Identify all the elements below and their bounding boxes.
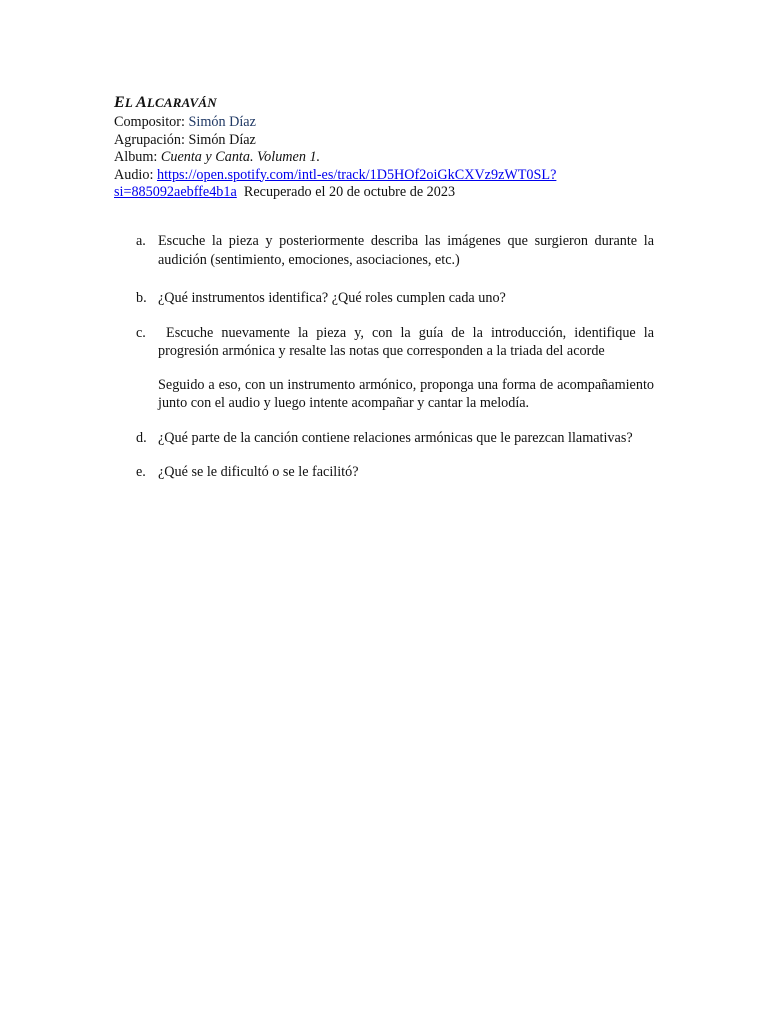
composer-line (114, 114, 654, 132)
group-label: Agrupación: (114, 131, 189, 148)
question-item (114, 324, 654, 413)
document-title (114, 94, 654, 112)
retrieved-date: Recuperado el 20 de octubre de 2023 (243, 184, 456, 200)
album-value: Cuenta y Canta. Volumen 1. (160, 149, 321, 165)
title-initial: E (114, 94, 125, 111)
group-value: Simón Díaz (188, 131, 256, 148)
question-text-part2: Seguido a eso, con un instrumento armónico, proponga una forma de acompañamiento junto con el audio y luego intente acompañar y cantar la melodía. (158, 376, 654, 411)
question-marker: a. (136, 233, 146, 249)
question-marker: c. (136, 324, 146, 341)
question-text: Escuche la pieza y posteriormente describa las imágenes que surgieron durante la audición (sentimiento, emociones, asociaciones, etc.) (158, 233, 654, 268)
question-text: ¿Qué parte de la canción contiene relaciones armónicas que le parezcan llamativas? (158, 429, 633, 446)
question-marker: d. (136, 429, 147, 446)
audio-link-line1[interactable]: https://open.spotify.com/intl-es/track/1D5HOf2oiGkCXVz9zWT0SL? (156, 166, 557, 183)
album-label: Album: (114, 149, 161, 165)
group-line (114, 132, 654, 150)
document-content (114, 94, 654, 480)
title-initial-2: A (135, 94, 147, 111)
question-item (114, 463, 654, 482)
audio-line-2 (114, 184, 654, 202)
question-marker: b. (136, 290, 147, 306)
question-list (114, 232, 654, 482)
composer-label: Compositor: (114, 114, 189, 130)
audio-line (114, 167, 654, 185)
album-line (114, 149, 654, 167)
title-rest-first: L (124, 95, 136, 110)
audio-link-line2[interactable]: si=885092aebffe4b1a (114, 184, 237, 200)
question-text (158, 324, 654, 361)
question-item (114, 289, 654, 308)
question-marker: e. (136, 464, 146, 480)
audio-label: Audio: (114, 166, 157, 183)
question-text: ¿Qué instrumentos identifica? ¿Qué roles cumplen cada uno? (158, 290, 506, 306)
question-item (114, 232, 654, 269)
title-rest-second: LCARAVÁN (146, 95, 217, 110)
question-text: ¿Qué se le dificultó o se le facilitó? (158, 464, 359, 480)
question-item (114, 429, 654, 448)
question-text-part1: Escuche nuevamente la pieza y, con la guía de la introducción, identifique la progresión armónica y resalte las notas que corresponden a la triada del acorde (158, 324, 654, 359)
composer-value: Simón Díaz (188, 114, 256, 130)
